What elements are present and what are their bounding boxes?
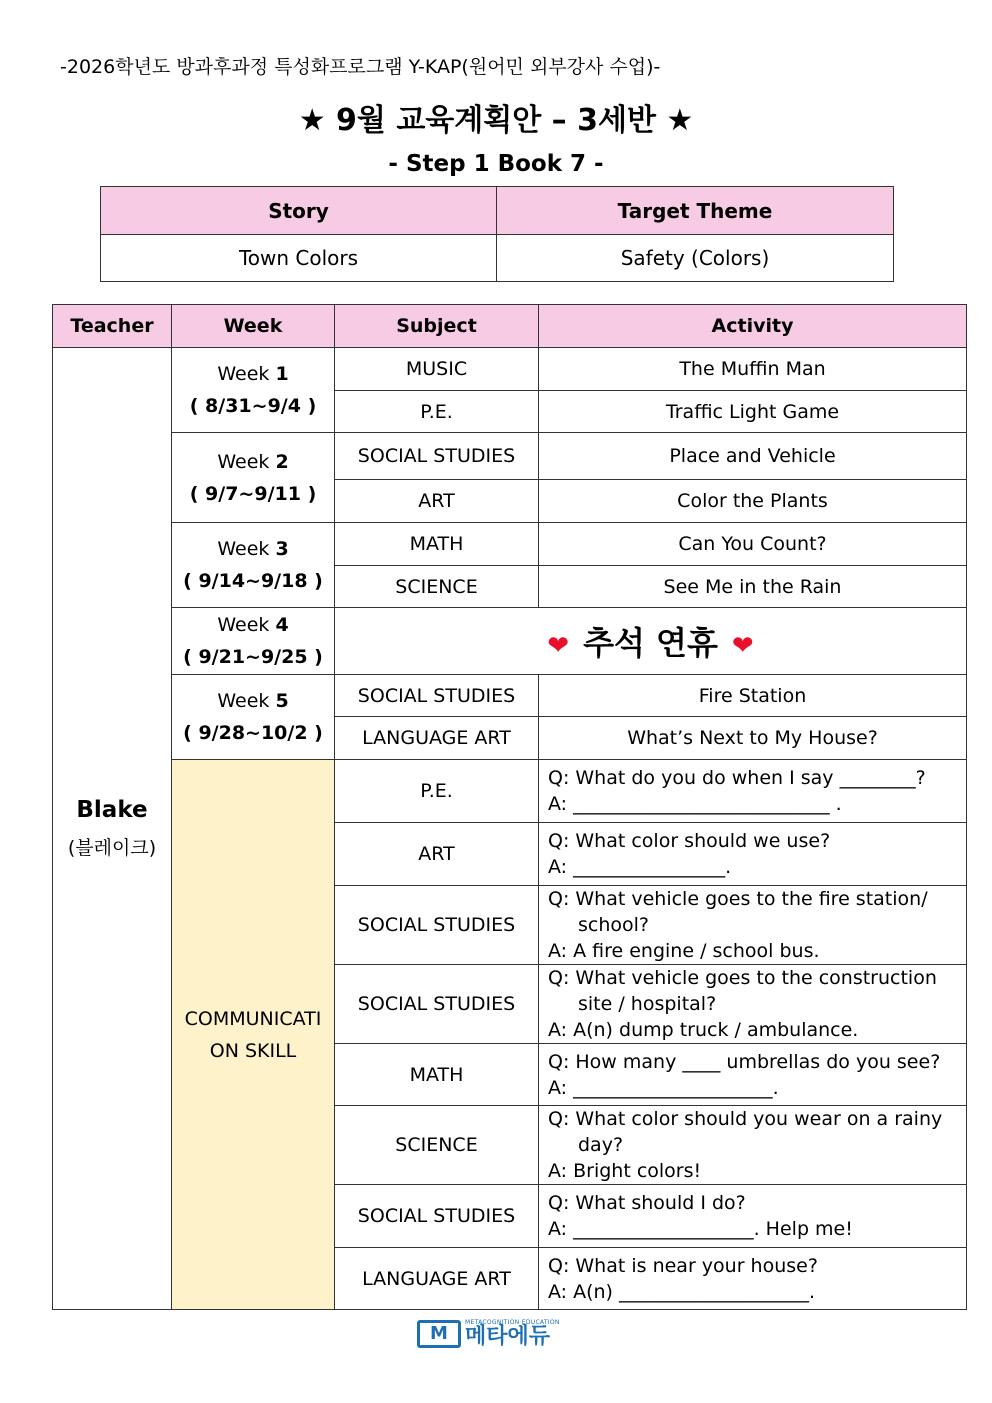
footer-logo (417, 1319, 560, 1348)
activity-cell: Traffic Light Game (539, 391, 967, 433)
subject-cell: SCIENCE (335, 1106, 539, 1185)
answer-text: A: _____________________. (548, 1076, 779, 1099)
heart-icon: ❤ (547, 631, 570, 661)
question-text: Q: What should I do? (548, 1192, 746, 1214)
week-range: ( 9/7~9/11 ) (189, 482, 317, 505)
teacher-name: Blake (76, 797, 148, 823)
teacher-cell (53, 348, 172, 1310)
subject-cell: SCIENCE (335, 566, 539, 608)
week-cell-2 (172, 433, 335, 523)
plan-table (52, 304, 967, 1310)
subject-cell: MATH (335, 523, 539, 566)
qa-cell (539, 823, 967, 886)
week-number: 4 (275, 614, 289, 636)
answer-text: A: ___________________. Help me! (548, 1218, 853, 1240)
activity-cell: See Me in the Rain (539, 566, 967, 608)
week-number: 1 (275, 363, 289, 385)
subject-cell: MUSIC (335, 348, 539, 391)
qa-cell (539, 760, 967, 823)
question-text-continued: day? (578, 1134, 624, 1156)
holiday-cell (335, 608, 967, 675)
subject-cell: LANGUAGE ART (335, 1248, 539, 1310)
week-header: Week (172, 305, 335, 348)
qa-cell (539, 965, 967, 1044)
target-theme-value: Safety (Colors) (497, 235, 894, 282)
question-text: Q: What color should we use? (548, 830, 831, 852)
teacher-header: Teacher (53, 305, 172, 348)
week-label: Week (217, 450, 270, 473)
question-text: Q: What vehicle goes to the fire station/ (548, 888, 928, 910)
week-cell-4 (172, 608, 335, 675)
week-number: 2 (275, 450, 289, 473)
week-range: ( 9/14~9/18 ) (183, 570, 323, 592)
program-line: -2026학년도 방과후과정 특성화프로그램 Y-KAP(원어민 외부강사 수업)- (60, 56, 661, 78)
week-cell-1 (172, 348, 335, 433)
week-range: ( 9/28~10/2 ) (183, 722, 323, 744)
question-text: Q: How many ____ umbrellas do you see? (548, 1050, 941, 1073)
week-label: Week (217, 363, 270, 385)
subject-cell: SOCIAL STUDIES (335, 1185, 539, 1248)
subject-header: Subject (335, 305, 539, 348)
week-cell-5 (172, 675, 335, 760)
question-text: Q: What vehicle goes to the construction (548, 967, 937, 989)
week-label: Week (217, 690, 270, 712)
story-value: Town Colors (101, 235, 497, 282)
subject-cell: P.E. (335, 391, 539, 433)
week-label: Week (217, 614, 270, 636)
question-text-continued: site / hospital? (578, 993, 717, 1015)
qa-cell (539, 886, 967, 965)
story-table (100, 186, 894, 282)
subject-cell: SOCIAL STUDIES (335, 433, 539, 480)
logo-text: 메타에듀 (465, 1324, 551, 1349)
communication-skill-cell (172, 760, 335, 1310)
week-label: Week (217, 538, 270, 560)
page-subtitle: - Step 1 Book 7 - (388, 151, 604, 177)
subject-cell: LANGUAGE ART (335, 717, 539, 760)
week-range: ( 9/21~9/25 ) (183, 646, 323, 668)
answer-text: A: A(n) dump truck / ambulance. (548, 1019, 859, 1041)
subject-cell: ART (335, 480, 539, 523)
communication-label-line2: ON SKILL (209, 1039, 297, 1062)
week-number: 3 (275, 538, 289, 560)
qa-cell (539, 1106, 967, 1185)
answer-text: A: Bright colors! (548, 1160, 702, 1182)
question-text-continued: school? (578, 914, 649, 936)
subject-cell: MATH (335, 1044, 539, 1106)
subject-cell: ART (335, 823, 539, 886)
subject-cell: SOCIAL STUDIES (335, 886, 539, 965)
activity-cell: What’s Next to My House? (539, 717, 967, 760)
book-logo-icon: M (417, 1320, 461, 1348)
heart-icon: ❤ (731, 631, 754, 661)
activity-header: Activity (539, 305, 967, 348)
communication-label-line1: COMMUNICATI (184, 1007, 322, 1030)
holiday-label: 추석 연휴 (583, 624, 718, 662)
answer-text: A: ________________. (548, 856, 732, 878)
answer-text: A: ___________________________ . (548, 793, 842, 815)
question-text: Q: What do you do when I say ________? (548, 767, 926, 789)
answer-text: A: A fire engine / school bus. (548, 940, 820, 962)
question-text: Q: What color should you wear on a rainy (548, 1108, 943, 1130)
activity-cell: Color the Plants (539, 480, 967, 523)
answer-text: A: A(n) ____________________. (548, 1280, 816, 1303)
qa-cell (539, 1248, 967, 1310)
teacher-korean-name: (블레이크) (67, 837, 157, 859)
activity-cell: Can You Count? (539, 523, 967, 566)
question-text: Q: What is near your house? (548, 1254, 818, 1277)
qa-cell (539, 1044, 967, 1106)
logo-tagline: METACOGNITION EDUCATION (465, 1319, 560, 1326)
subject-cell: SOCIAL STUDIES (335, 675, 539, 717)
week-number: 5 (275, 690, 289, 712)
qa-cell (539, 1185, 967, 1248)
subject-cell: P.E. (335, 760, 539, 823)
activity-cell: The Muffin Man (539, 348, 967, 391)
week-range: ( 8/31~9/4 ) (189, 395, 317, 417)
week-cell-3 (172, 523, 335, 608)
story-header: Story (101, 187, 497, 235)
target-theme-header: Target Theme (497, 187, 894, 235)
activity-cell: Place and Vehicle (539, 433, 967, 480)
page-title: ★ 9월 교육계획안 – 3세반 ★ (298, 103, 694, 138)
activity-cell: Fire Station (539, 675, 967, 717)
subject-cell: SOCIAL STUDIES (335, 965, 539, 1044)
